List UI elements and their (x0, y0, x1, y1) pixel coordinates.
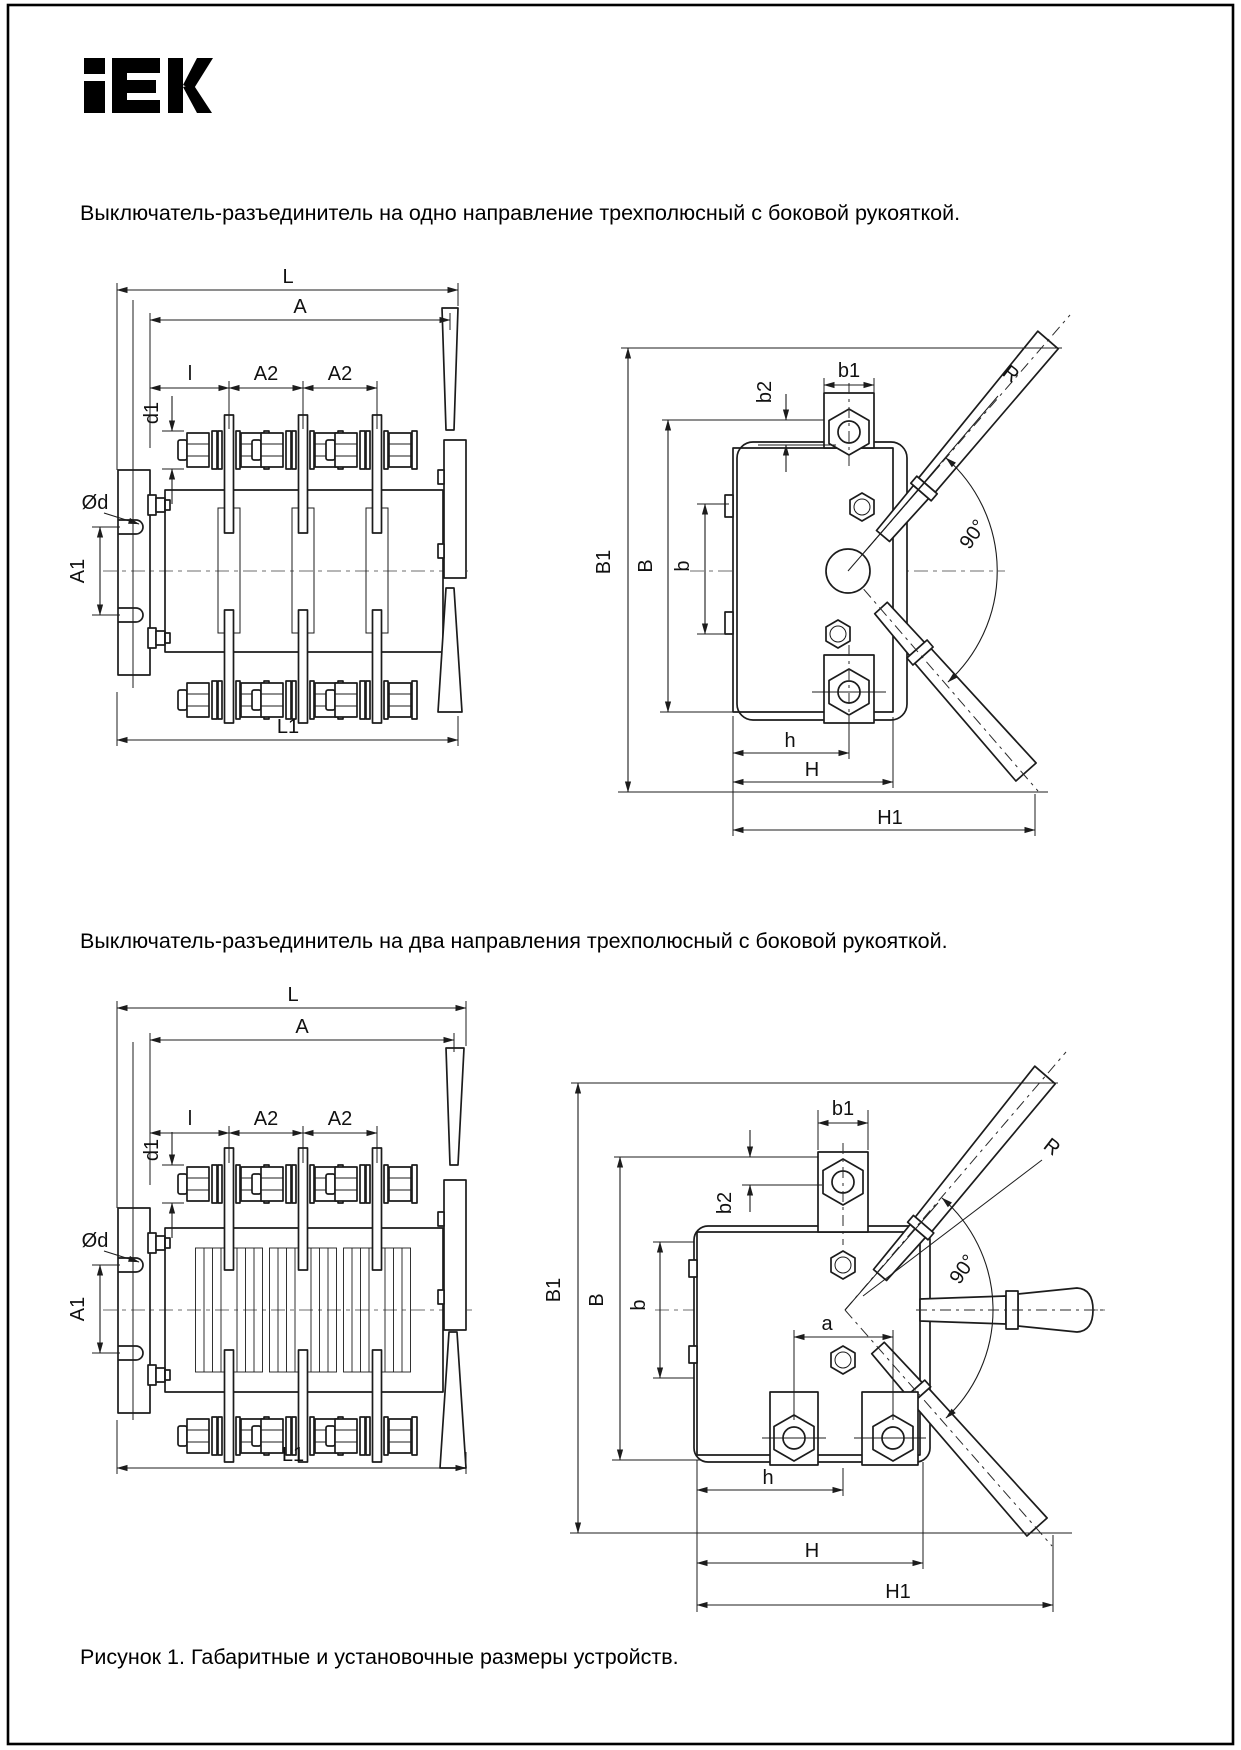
fig2-dim-B: B (586, 1293, 608, 1307)
fig2-dim-A: A (295, 1016, 309, 1038)
fig2-dim-H1: H1 (885, 1581, 911, 1603)
fig1-dim-R: R (998, 361, 1024, 388)
fig2-dim-A1: A1 (67, 1296, 89, 1322)
fig2-dim-d1: d1 (141, 1138, 163, 1162)
fig2-dim-b2: b2 (714, 1191, 736, 1215)
fig2-dim-h: h (762, 1467, 774, 1489)
fig1-dim-A: A (293, 296, 307, 318)
fig2-dim-a: a (821, 1313, 833, 1335)
fig2-dim-angle: 90° (945, 1250, 981, 1289)
fig2-dim-A2-2: A2 (327, 1108, 353, 1130)
fig1-dim-L1: L1 (276, 716, 300, 738)
page-border (8, 5, 1233, 1744)
fig1-side-view (593, 315, 1070, 836)
fig2-dim-B1: B1 (543, 1277, 565, 1303)
fig1-dim-H1: H1 (877, 807, 903, 829)
fig2-dim-L1: L1 (281, 1444, 305, 1466)
fig2-dim-b1: b1 (831, 1098, 855, 1120)
figure2-title: Выключатель-разъединитель на два направления трехполюсный с боковой рукояткой. (80, 929, 948, 953)
fig2-dim-l: l (187, 1108, 193, 1130)
fig2-dim-Od: Ød (81, 1230, 109, 1252)
fig1-dim-b1: b1 (837, 360, 861, 382)
fig2-dim-R: R (1039, 1134, 1065, 1161)
fig1-dim-angle: 90° (955, 515, 991, 554)
iek-logo (84, 58, 213, 113)
fig2-front-view (67, 984, 472, 1474)
fig2-dim-b: b (628, 1299, 650, 1311)
figure1-title: Выключатель-разъединитель на одно направление трехполюсный с боковой рукояткой. (80, 201, 961, 225)
fig1-dim-d1: d1 (141, 401, 163, 425)
fig1-dim-B1: B1 (593, 549, 615, 575)
fig1-dim-Od: Ød (81, 492, 109, 514)
fig1-dim-L: L (282, 266, 294, 288)
fig2-dim-L: L (287, 984, 299, 1006)
fig1-dim-b2: b2 (754, 380, 776, 404)
fig1-dim-A1: A1 (67, 558, 89, 584)
fig1-dim-l: l (187, 363, 193, 385)
fig2-side-view (543, 1052, 1106, 1612)
fig1-dim-b: b (672, 560, 694, 572)
figure-caption: Рисунок 1. Габаритные и установочные размеры устройств. (80, 1645, 679, 1669)
fig2-dim-A2-1: A2 (253, 1108, 279, 1130)
fig1-dim-h: h (784, 730, 796, 752)
fig1-dim-A2-2: A2 (327, 363, 353, 385)
fig1-dim-A2-1: A2 (253, 363, 279, 385)
fig1-dim-B: B (635, 559, 657, 573)
fig2-dim-H: H (804, 1540, 820, 1562)
fig1-front-view (67, 266, 468, 746)
fig1-dim-H: H (804, 759, 820, 781)
